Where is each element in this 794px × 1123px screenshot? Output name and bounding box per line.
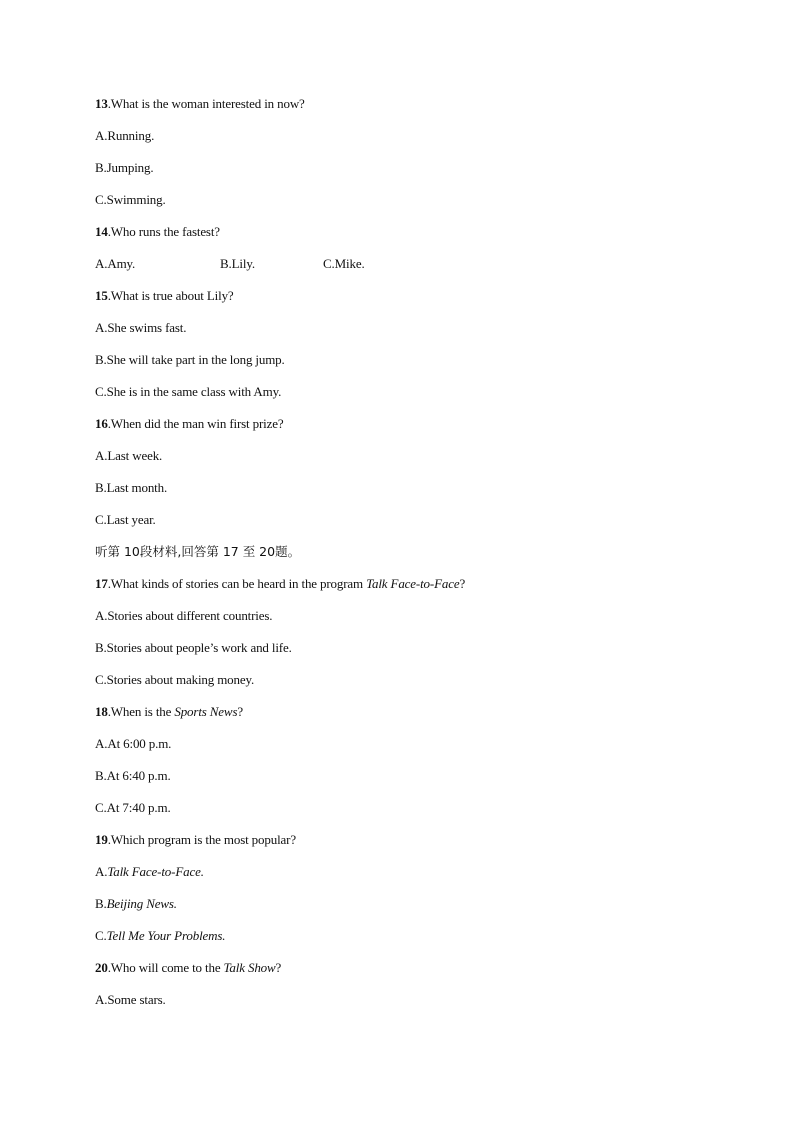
program-name: Sports News (174, 704, 238, 719)
option-19-a (95, 863, 735, 895)
option-15-c: C.She is in the same class with Amy. (95, 384, 282, 399)
option-19-b (95, 895, 735, 927)
program-name: Talk Face-to-Face (366, 576, 460, 591)
option-16-c: C.Last year. (95, 512, 156, 527)
option-18-c: C.At 7:40 p.m. (95, 800, 171, 815)
question-text: .When is the (107, 704, 175, 719)
option-text: Tell Me Your Problems. (106, 928, 226, 943)
question-number: 13 (95, 96, 108, 111)
option-15-b: B.She will take part in the long jump. (95, 352, 285, 367)
exam-page (95, 95, 735, 1023)
option-14-b: B.Lily. (220, 256, 255, 271)
question-13 (95, 95, 735, 127)
question-number: 18 (95, 704, 108, 719)
question-16 (95, 415, 735, 447)
question-text: .When did the man win first prize? (107, 416, 284, 431)
option-19-c (95, 927, 735, 959)
option-16-a: A.Last week. (95, 448, 163, 463)
question-mark: ? (237, 704, 243, 719)
option-letter: C. (95, 928, 107, 943)
option-20-a: A.Some stars. (95, 992, 166, 1007)
option-17-a: A.Stories about different countries. (95, 608, 273, 623)
option-15-a: A.She swims fast. (95, 320, 187, 335)
option-14-c: C.Mike. (323, 256, 365, 271)
question-number: 17 (95, 576, 108, 591)
question-number: 20 (95, 960, 108, 975)
section-instruction: 听第 10段材料,回答第 17 至 20题。 (95, 544, 301, 559)
question-mark: ? (459, 576, 466, 591)
option-17-c: C.Stories about making money. (95, 672, 255, 687)
program-name: Talk Show (223, 960, 276, 975)
option-letter: B. (95, 896, 107, 911)
option-16-b: B.Last month. (95, 480, 168, 495)
question-text: .What kinds of stories can be heard in the program (107, 576, 367, 591)
question-text: .What is the woman interested in now? (107, 96, 305, 111)
option-18-b: B.At 6:40 p.m. (95, 768, 171, 783)
option-13-c: C.Swimming. (95, 192, 166, 207)
question-number: 14 (95, 224, 108, 239)
question-mark: ? (275, 960, 282, 975)
question-20 (95, 959, 735, 991)
option-17-b: B.Stories about people’s work and life. (95, 640, 292, 655)
question-18 (95, 703, 735, 735)
question-14 (95, 223, 735, 255)
question-number: 15 (95, 288, 108, 303)
question-text: .Who runs the fastest? (107, 224, 220, 239)
options-14 (95, 255, 735, 287)
question-text: .What is true about Lily? (107, 288, 234, 303)
option-text: Talk Face-to-Face. (107, 864, 204, 879)
option-text: Beijing News. (106, 896, 177, 911)
question-number: 19 (95, 832, 108, 847)
option-14-a: A.Amy. (95, 256, 136, 271)
question-text: .Which program is the most popular? (107, 832, 296, 847)
question-19 (95, 831, 735, 863)
question-17 (95, 575, 735, 607)
option-18-a: A.At 6:00 p.m. (95, 736, 172, 751)
option-13-b: B.Jumping. (95, 160, 154, 175)
question-number: 16 (95, 416, 108, 431)
question-15 (95, 287, 735, 319)
option-13-a: A.Running. (95, 128, 155, 143)
option-letter: A. (95, 864, 108, 879)
question-text: .Who will come to the (107, 960, 224, 975)
